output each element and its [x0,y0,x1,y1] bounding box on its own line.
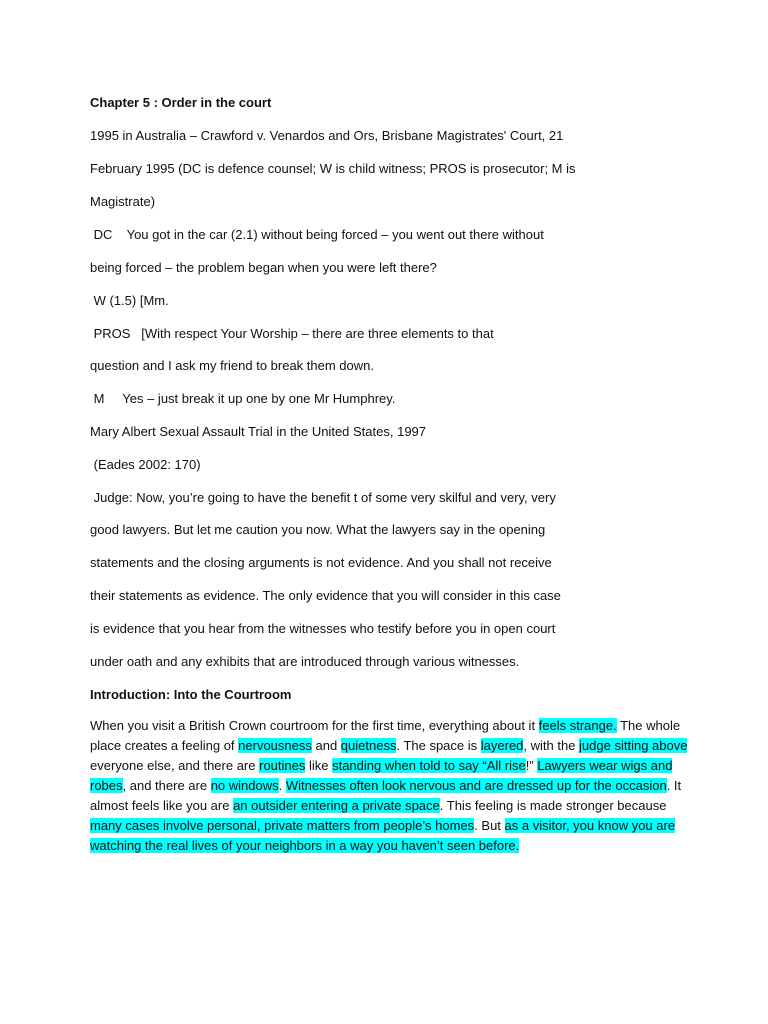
quote-line: statements and the closing arguments is not evidence. And you shall not receive [90,555,552,570]
plain-text: . The space is [396,738,481,753]
paragraph-line [90,776,690,796]
paragraph-line [90,736,690,756]
highlighted-text: Lawyers wear wigs and [537,758,673,773]
highlighted-text: standing when told to say “All rise [332,758,526,773]
plain-text: place creates a feeling of [90,738,239,753]
quote-line: under oath and any exhibits that are introduced through various witnesses. [90,654,520,669]
transcript-line: PROS [With respect Your Worship – there are three elements to that [90,326,494,341]
transcript-line: M Yes – just break it up one by one Mr Humphrey. [90,391,396,406]
plain-text: , and there are [122,778,211,793]
plain-text: . This feeling is made stronger because [439,798,667,813]
highlighted-text: robes [90,778,123,793]
text-line: 1995 in Australia – Crawford v. Venardos and Ors, Brisbane Magistrates' Court, 21 [90,128,564,143]
highlighted-text: nervousness [238,738,312,753]
plain-text: and [311,738,341,753]
plain-text: . It [666,778,682,793]
citation-line: (Eades 2002: 170) [90,457,201,472]
highlighted-text: layered [480,738,524,753]
paragraph-line [90,816,690,836]
quote-line: is evidence that you hear from the witnesses who testify before you in open court [90,621,556,636]
highlighted-text: as a visitor, you know you are [504,818,676,833]
text-line: Mary Albert Sexual Assault Trial in the United States, 1997 [90,424,427,439]
highlighted-text: quietness [340,738,397,753]
highlighted-text: no windows [210,778,279,793]
transcript-line: question and I ask my friend to break them down. [90,358,374,373]
quote-line: good lawyers. But let me caution you now. What the lawyers say in the opening [90,522,546,537]
transcript-line: W (1.5) [Mm. [90,293,169,308]
intro-heading: Introduction: Into the Courtroom [90,687,292,702]
plain-text: . [278,778,286,793]
plain-text: . But [474,818,505,833]
quote-line: Judge: Now, you’re going to have the benefit t of some very skilful and very, very [90,490,556,505]
paragraph-line [90,756,690,776]
plain-text: like [305,758,333,773]
text-line: Magistrate) [90,194,156,209]
text-line: February 1995 (DC is defence counsel; W is child witness; PROS is prosecutor; M is [90,161,576,176]
highlighted-text: feels strange. [538,718,617,733]
quote-line: their statements as evidence. The only evidence that you will consider in this case [90,588,561,603]
highlighted-text: watching the real lives of your neighbors in a way you haven’t seen before. [90,838,520,853]
intro-paragraph [90,716,690,856]
highlighted-text: many cases involve personal, private matters from people’s homes [90,818,475,833]
chapter-title: Chapter 5 : Order in the court [90,95,272,110]
plain-text: , with the [523,738,580,753]
transcript-line: DC You got in the car (2.1) without being forced – you went out there without [90,227,544,242]
plain-text: almost feels like you are [90,798,234,813]
transcript-line: being forced – the problem began when you were left there? [90,260,437,275]
plain-text: everyone else, and there are [90,758,260,773]
paragraph-line [90,716,690,736]
highlighted-text: an outsider entering a private space [233,798,440,813]
highlighted-text: Witnesses often look nervous and are dressed up for the occasion [285,778,667,793]
plain-text: The whole [616,718,681,733]
plain-text: When you visit a British Crown courtroom for the first time, everything about it [90,718,539,733]
paragraph-line [90,836,690,856]
plain-text: !” [525,758,538,773]
paragraph-line [90,796,690,816]
highlighted-text: routines [259,758,306,773]
highlighted-text: judge sitting above [579,738,688,753]
